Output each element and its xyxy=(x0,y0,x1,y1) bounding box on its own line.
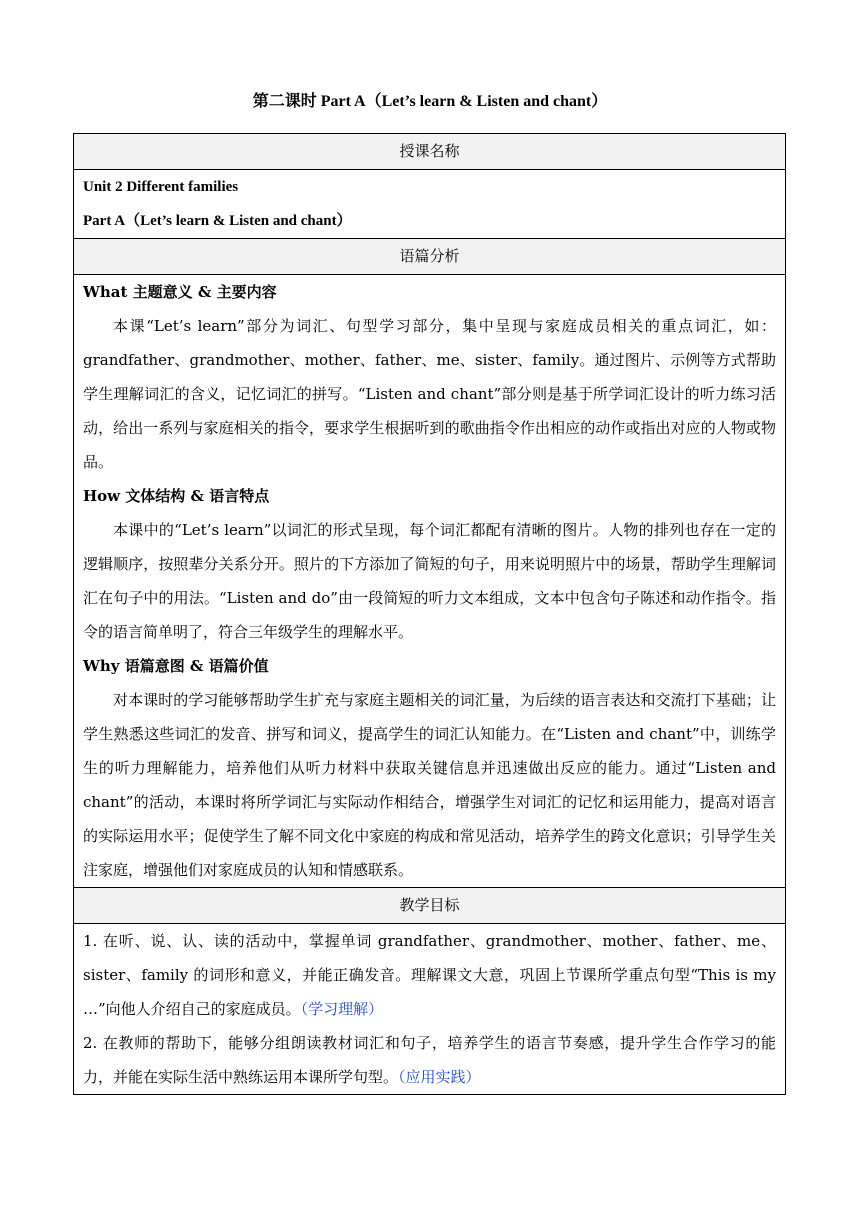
unit-title: Unit 2 Different families xyxy=(83,179,239,195)
objective-category: （学习理解） xyxy=(300,1000,384,1018)
objectives-cell xyxy=(74,924,786,1095)
objectives-row xyxy=(74,924,786,1095)
page-title: 第二课时 Part A（Let’s learn & Listen and chant） xyxy=(252,93,608,110)
course-name-row xyxy=(74,170,786,239)
lesson-plan-table xyxy=(73,133,786,1095)
why-heading: Why 语篇意图 & 语篇价值 xyxy=(83,657,269,675)
how-heading: How 文体结构 & 语言特点 xyxy=(83,487,270,505)
what-paragraph: 本课“Let’s learn”部分为词汇、句型学习部分，集中呈现与家庭成员相关的重点词汇，如：grandfather、grandmother、mother、father、me、sister、family。通过图片、示例等方式帮助学生理解词汇的含义，记忆词汇的拼写。“Listen and chant”部分则是基于所学词汇设计的听力练习活动，给出一系列与家庭相关的指令，要求学生根据听到的歌曲指令作出相应的动作或指出对应的人物或物品。 xyxy=(83,317,776,471)
objective-category: （应用实践） xyxy=(398,1068,481,1086)
why-paragraph: 对本课时的学习能够帮助学生扩充与家庭主题相关的词汇量，为后续的语言表达和交流打下基础；让学生熟悉这些词汇的发音、拼写和词义，提高学生的词汇认知能力。在“Listen and chant”中，训练学生的听力理解能力，培养他们从听力材料中获取关键信息并迅速做出反应的能力。通过“Listen and chant”的活动，本课时将所学词汇与实际动作相结合，增强学生对词汇的记忆和运用能力，提高对语言的实际运用水平；促使学生了解不同文化中家庭的构成和常见活动，培养学生的跨文化意识；引导学生关注家庭，增强他们对家庭成员的认知和情感联系。 xyxy=(83,691,776,879)
objective-text: 2. 在教师的帮助下，能够分组朗读教材词汇和句子，培养学生的语言节奏感，提升学生合作学习的能力，并能在实际生活中熟练运用本课所学句型。 xyxy=(83,1034,776,1086)
objective-item xyxy=(83,924,776,1026)
course-name-cell xyxy=(74,170,786,239)
course-name-header-row xyxy=(74,134,786,170)
course-name-header: 授课名称 xyxy=(74,134,786,170)
text-analysis-header: 语篇分析 xyxy=(74,239,786,275)
objective-text: 1. 在听、说、认、读的活动中，掌握单词 grandfather、grandmother、mother、father、me、sister、family 的词形和意义，并能正确发音。理解课文大意，巩固上节课所学重点句型“This is my …”向他人介绍自己的家庭成员。 xyxy=(83,932,776,1018)
what-heading: What 主题意义 & 主要内容 xyxy=(83,283,277,301)
objectives-header: 教学目标 xyxy=(74,888,786,924)
text-analysis-row xyxy=(74,275,786,888)
how-paragraph: 本课中的“Let’s learn”以词汇的形式呈现，每个词汇都配有清晰的图片。人物的排列也存在一定的逻辑顺序，按照辈分关系分开。照片的下方添加了简短的句子，用来说明照片中的场景，帮助学生理解词汇在句子中的用法。“Listen and do”由一段简短的听力文本组成，文本中包含句子陈述和动作指令。指令的语言简单明了，符合三年级学生的理解水平。 xyxy=(83,521,776,641)
objective-item xyxy=(83,1026,776,1094)
text-analysis-header-row xyxy=(74,239,786,275)
part-title: Part A（Let’s learn & Listen and chant） xyxy=(83,213,352,229)
objectives-header-row xyxy=(74,888,786,924)
text-analysis-cell xyxy=(74,275,786,888)
